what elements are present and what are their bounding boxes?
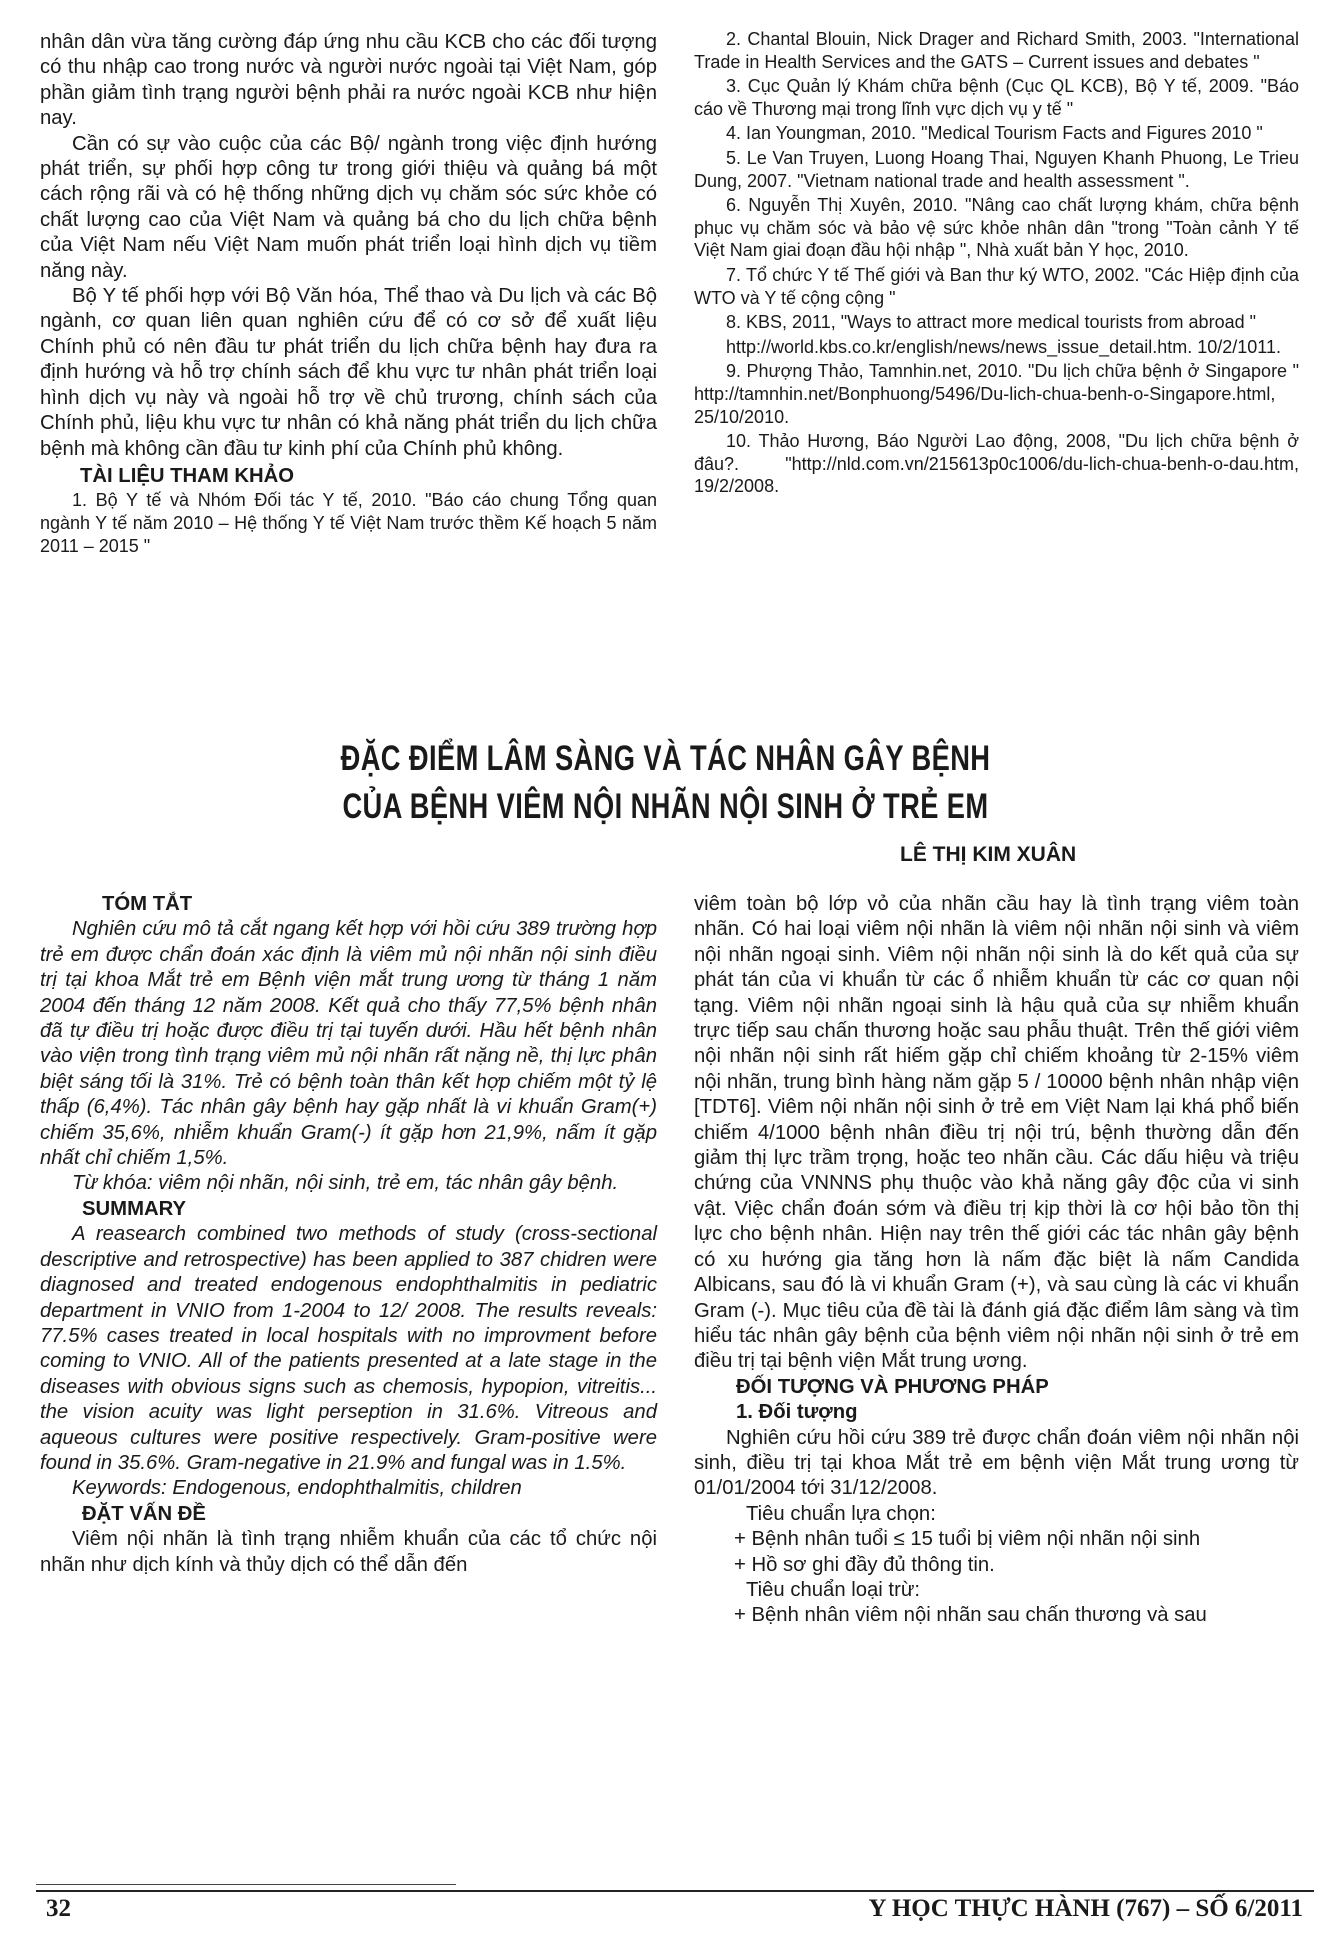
reference-item: 1. Bộ Y tế và Nhóm Đối tác Y tế, 2010. "Báo cáo chung Tổng quan ngành Y tế năm 2010 – Hệ thống Y tế Việt Nam trước thềm Kế hoạch 5 năm 2011 – 2015 " <box>40 490 657 556</box>
summary-heading: SUMMARY <box>82 1197 187 1220</box>
paragraph: Bộ Y tế phối hợp với Bộ Văn hóa, Thể thao và Du lịch và các Bộ ngành, cơ quan liên quan nghiên cứu để có cơ sở để xuất liệu Chính phủ có nên đầu tư phát triển du lịch chữa bệnh hay đưa ra định hướng và hỗ trợ chính sách để khu vực tư nhân phát triển loại hình dịch vụ này và ngoài hỗ trợ về chủ trương, chính sách của Chính phủ, liệu khu vực tư nhân có khả năng phát triển du lịch chữa bệnh mà không cần đầu tư kinh phí của Chính phủ không. <box>40 285 657 460</box>
reference-item: 6. Nguyễn Thị Xuyên, 2010. "Nâng cao chất lượng khám, chữa bệnh phục vụ chăm sóc và bảo vệ sức khỏe nhân dân "trong "Toàn cảnh Y tế Việt Nam giai đoạn đầu hội nhập ", Nhà xuất bản Y học, 2010. <box>694 195 1299 261</box>
page-number: 32 <box>46 1895 71 1922</box>
keywords-english: Keywords: Endogenous, endophthalmitis, children <box>72 1477 522 1500</box>
reference-item: 10. Thảo Hương, Báo Người Lao động, 2008, "Du lịch chữa bệnh ở đâu?. "http://nld.com.vn/215613p0c1006/du-lich-chua-benh-o-dau.htm, 19/2/2008. <box>694 431 1299 497</box>
paragraph: Nghiên cứu hồi cứu 389 trẻ được chẩn đoán viêm nội nhãn nội sinh, điều trị tại khoa Mắt trẻ em bệnh viện Mắt trung ương từ 01/01/2004 tới 31/12/2008. <box>694 1426 1299 1500</box>
paragraph: nhân dân vừa tăng cường đáp ứng nhu cầu KCB cho các đối tượng có thu nhập cao trong nước và người nước ngoài tại Việt Nam, góp phần giảm tình trạng người bệnh phải ra nước ngoài KCB như hiện nay. <box>40 31 657 130</box>
reference-item: 3. Cục Quản lý Khám chữa bệnh (Cục QL KCB), Bộ Y tế, 2009. "Báo cáo về Thương mại trong lĩnh vực dịch vụ y tế " <box>694 76 1299 119</box>
subjects-heading: 1. Đối tượng <box>736 1401 858 1424</box>
article-left-column <box>40 892 657 1578</box>
methods-heading: ĐỐI TƯỢNG VÀ PHƯƠNG PHÁP <box>736 1375 1049 1398</box>
inclusion-heading: Tiêu chuẩn lựa chọn: <box>746 1502 936 1525</box>
prev-article-left-column <box>40 30 657 557</box>
reference-item: 8. KBS, 2011, "Ways to attract more medical tourists from abroad " <box>726 312 1256 333</box>
abstract-vietnamese: Nghiên cứu mô tả cắt ngang kết hợp với hồi cứu 389 trường hợp trẻ em được chẩn đoán xác định là viêm mủ nội nhãn nội sinh điều trị tại khoa Mắt trẻ em Bệnh viện mắt trung ương từ tháng 1 năm 2004 đến tháng 12 năm 2008. Kết quả cho thấy 77,5% bệnh nhân đã tự điều trị hoặc được điều trị tại tuyến dưới. Hầu hết bệnh nhân vào viện trong tình trạng viêm mủ nội nhãn rất nặng nề, thị lực phân biệt sáng tối là 31%. Trẻ có bệnh toàn thân kết hợp chiếm một tỷ lệ thấp (6,4%). Tác nhân gây bệnh hay gặp nhất là vi khuẩn Gram(+) chiếm 35,6%, nhiễm khuẩn Gram(-) ít gặp hơn 21,9%, nấm ít gặp nhất chỉ chiếm 1,5%. <box>40 918 657 1170</box>
paragraph: viêm toàn bộ lớp vỏ của nhãn cầu hay là tình trạng viêm toàn nhãn. Có hai loại viêm nội nhãn là viêm nội nhãn nội sinh và viêm nội nhãn ngoại sinh. Viêm nội nhãn nội sinh là do kết quả của sự phát tán của vi khuẩn từ các ổ nhiễm khuẩn từ các cơ quan nội tạng. Viêm nội nhãn ngoại sinh là hậu quả của sự nhiễm khuẩn trực tiếp sau chấn thương hoặc sau phẫu thuật. Trên thế giới viêm nội nhãn nội sinh rất hiếm gặp chỉ chiếm khoảng từ 2-15% viêm nội nhãn, trung bình hàng năm gặp 5 / 10000 bệnh nhân nhập viện [TDT6]. Viêm nội nhãn nội sinh ở trẻ em Việt Nam lại khá phổ biến chiếm 4/1000 bệnh nhân điều trị nội trú, bệnh thường dẫn đến giảm thị lực trầm trọng, hoặc teo nhãn cầu. Các dấu hiệu và triệu chứng của VNNNS phụ thuộc vào khả năng gây độc của vi sinh vật. Việc chẩn đoán sớm và điều trị kịp thời là cơ hội bảo tồn thị lực cho bệnh nhân. Hiện nay trên thế giới các tác nhân gây bệnh có xu hướng gia tăng hơn là nấm đặc biệt là nấm Candida Albicans, sau đó là vi khuẩn Gram (+), và sau cùng là các vi khuẩn Gram (-). Mục tiêu của đề tài là đánh giá đặc điểm lâm sàng và tìm hiểu tác nhân gây bệnh của bệnh viêm nội nhãn nội sinh ở trẻ em điều trị tại bệnh viện Mắt trung ương. <box>694 893 1299 1373</box>
reference-item: 5. Le Van Truyen, Luong Hoang Thai, Nguyen Khanh Phuong, Le Trieu Dung, 2007. "Vietnam national trade and health assessment ". <box>694 147 1299 191</box>
keywords-vietnamese: Từ khóa: viêm nội nhãn, nội sinh, trẻ em, tác nhân gây bệnh. <box>72 1172 619 1195</box>
references-list <box>694 28 1299 500</box>
reference-item: 4. Ian Youngman, 2010. "Medical Tourism Facts and Figures 2010 " <box>726 123 1263 144</box>
criteria-item: + Bệnh nhân viêm nội nhãn sau chấn thương và sau <box>734 1604 1207 1627</box>
article-title <box>146 735 1184 831</box>
article-title-line-2: CỦA BỆNH VIÊM NỘI NHÃN NỘI SINH Ở TRẺ EM <box>342 787 989 826</box>
article-title-line-1: ĐẶC ĐIỂM LÂM SÀNG VÀ TÁC NHÂN GÂY BỆNH <box>340 739 991 778</box>
footer-rule <box>36 1890 1314 1892</box>
exclusion-heading: Tiêu chuẩn loại trừ: <box>746 1578 921 1601</box>
references-heading: TÀI LIỆU THAM KHẢO <box>80 464 295 487</box>
paragraph: Cần có sự vào cuộc của các Bộ/ ngành trong việc định hướng phát triển, sự phối hợp công tư trong giới thiệu và quảng bá một cách rộng rãi và có hệ thống những dịch vụ chăm sóc sức khỏe có chất lượng cao của Việt Nam và quảng bá cho du lịch chữa bệnh của Việt Nam nếu Việt Nam muốn phát triển loại hình dịch vụ tiềm năng này. <box>40 132 657 282</box>
article-right-column <box>694 892 1299 1629</box>
criteria-item: + Hồ sơ ghi đầy đủ thông tin. <box>734 1553 995 1576</box>
reference-item: 7. Tổ chức Y tế Thế giới và Ban thư ký WTO, 2002. "Các Hiệp định của WTO và Y tế cộng cộng " <box>694 264 1299 308</box>
abstract-heading: TÓM TẮT <box>102 893 193 915</box>
introduction-heading: ĐẶT VẤN ĐỀ <box>82 1502 206 1525</box>
reference-url: http://world.kbs.co.kr/english/news/news_issue_detail.htm. 10/2/1011. <box>726 336 1281 357</box>
paragraph: Viêm nội nhãn là tình trạng nhiễm khuẩn của các tổ chức nội nhãn như dịch kính và thủy dịch có thể dẫn đến <box>40 1528 657 1576</box>
reference-item: 2. Chantal Blouin, Nick Drager and Richard Smith, 2003. "International Trade in Health Services and the GATS – Current issues and debates " <box>694 29 1299 72</box>
reference-item: 9. Phượng Thảo, Tamnhin.net, 2010. "Du lịch chữa bệnh ở Singapore " http://tamnhin.net/Bonphuong/5496/Du-lich-chua-benh-o-Singapore.html, 25/10/2010. <box>694 361 1299 427</box>
footer-rule-thin <box>36 1884 456 1885</box>
journal-footer: Y HỌC THỰC HÀNH (767) – SỐ 6/2011 <box>868 1895 1303 1922</box>
article-author: LÊ THỊ KIM XUÂN <box>900 843 1077 866</box>
abstract-english: A reasearch combined two methods of study (cross-sectional descriptive and retrospective) has been applied to 387 chidren were diagnosed and treated endogenous endophthalmitis in pediatric department in VNIO from 1-2004 to 12/ 2008. The results reveals: 77.5% cases treated in local hospitals with no improvment before coming to VNIO. All of the patients presented at a late stage in the diseases with obvious signs such as chemosis, hypopion, vitreitis... the vision acuity was light perseption in 31.6%. Vitreous and aqueous cultures were positive respectively. Gram-positive were found in 35.6%. Gram-negative in 21.9% and fungal was in 1.5%. <box>40 1223 657 1474</box>
criteria-item: + Bệnh nhân tuổi ≤ 15 tuổi bị viêm nội nhãn nội sinh <box>734 1528 1201 1551</box>
